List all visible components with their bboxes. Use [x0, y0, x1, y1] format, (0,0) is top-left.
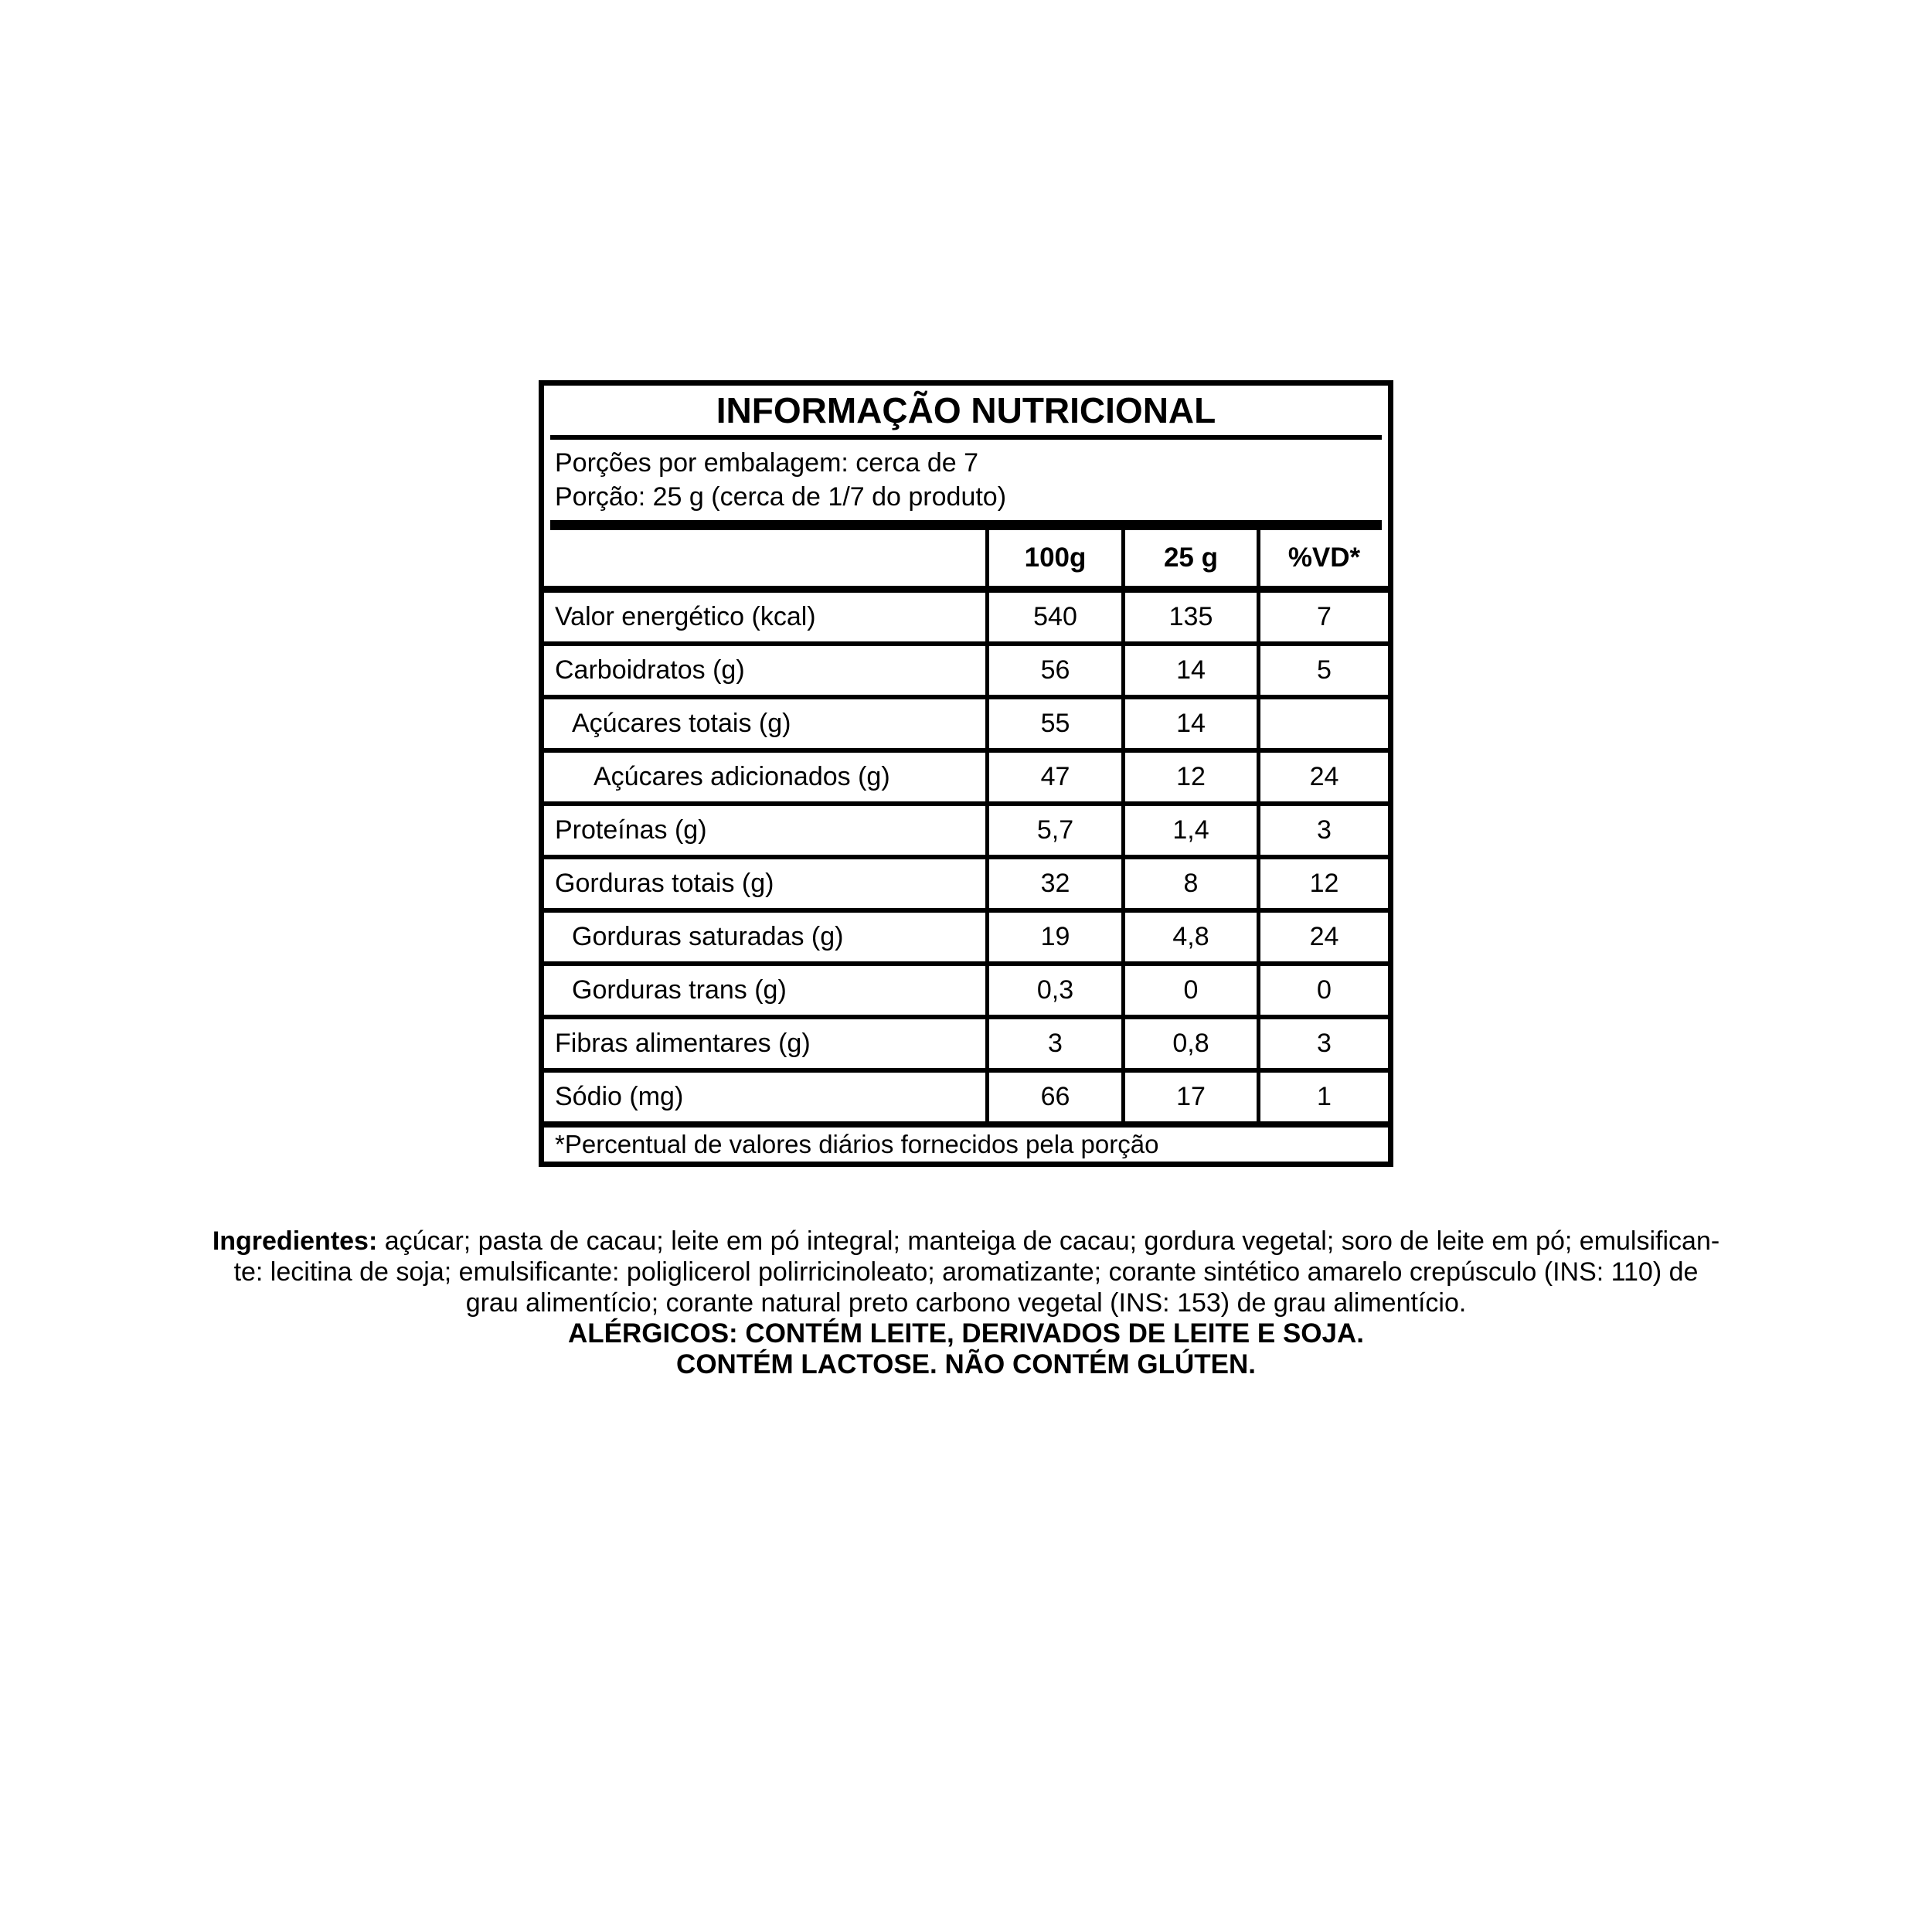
value-per-25g: 14 [1121, 699, 1257, 748]
value-per-100g: 47 [985, 753, 1121, 801]
table-row [544, 855, 1388, 908]
servings-per-package-line: Porções por embalagem: cerca de 7 [555, 448, 979, 478]
ingredients-label: Ingredientes: [212, 1226, 378, 1256]
value-per-100g: 540 [985, 593, 1121, 641]
value-per-100g: 32 [985, 859, 1121, 908]
nutrient-label: Fibras alimentares (g) [555, 1029, 811, 1058]
value-per-25g: 8 [1121, 859, 1257, 908]
value-per-100g: 3 [985, 1019, 1121, 1068]
value-percent-vd: 12 [1257, 859, 1388, 908]
value-percent-vd: 5 [1257, 646, 1388, 695]
ingredients-line-3: grau alimentício; corante natural preto carbono vegetal (INS: 153) de grau alimentício. [465, 1288, 1467, 1318]
value-per-100g: 0,3 [985, 966, 1121, 1015]
table-row [544, 1068, 1388, 1121]
value-percent-vd: 3 [1257, 1019, 1388, 1068]
value-percent-vd: 7 [1257, 593, 1388, 641]
nutrient-label: Carboidratos (g) [555, 655, 745, 685]
value-per-25g: 14 [1121, 646, 1257, 695]
value-per-25g: 17 [1121, 1073, 1257, 1121]
ingredients-line-1-text: açúcar; pasta de cacau; leite em pó integral; manteiga de cacau; gordura vegetal; soro de leite em pó; emulsifican- [377, 1226, 1720, 1256]
value-percent-vd: 24 [1257, 753, 1388, 801]
table-row [544, 695, 1388, 748]
table-row [544, 961, 1388, 1015]
table-row [544, 908, 1388, 961]
nutrient-label: Valor energético (kcal) [555, 602, 816, 631]
value-per-25g: 1,4 [1121, 806, 1257, 855]
nutrient-label: Açúcares adicionados (g) [594, 762, 890, 791]
table-row [544, 801, 1388, 855]
table-row [544, 1015, 1388, 1068]
table-title: INFORMAÇÃO NUTRICIONAL [716, 390, 1216, 430]
column-header-100g: 100g [985, 530, 1121, 586]
nutrient-label: Sódio (mg) [555, 1082, 684, 1111]
value-percent-vd [1257, 699, 1388, 748]
table-row [544, 593, 1388, 641]
column-header-percent-vd: %VD* [1257, 530, 1388, 586]
section-divider-bar [550, 520, 1382, 530]
nutrient-label: Gorduras totais (g) [555, 869, 774, 898]
column-header-25g: 25 g [1121, 530, 1257, 586]
portion-info [544, 440, 1388, 520]
value-per-25g: 12 [1121, 753, 1257, 801]
table-row [544, 748, 1388, 801]
value-percent-vd: 3 [1257, 806, 1388, 855]
ingredients-line-2: te: lecitina de soja; emulsificante: poliglicerol polirricinoleato; aromatizante; corante sintético amarelo crepúsculo (INS: 110) de [233, 1257, 1699, 1287]
daily-value-footnote: *Percentual de valores diários fornecidos pela porção [555, 1130, 1159, 1158]
column-header-empty [544, 530, 985, 586]
nutrition-facts-table [539, 380, 1393, 1167]
value-per-100g: 5,7 [985, 806, 1121, 855]
ingredients-line-1 [0, 1226, 1932, 1257]
portion-size-line: Porção: 25 g (cerca de 1/7 do produto) [555, 482, 1007, 512]
value-per-25g: 0 [1121, 966, 1257, 1015]
value-per-100g: 55 [985, 699, 1121, 748]
column-header-row [544, 530, 1388, 586]
value-percent-vd: 24 [1257, 913, 1388, 961]
nutrient-label: Proteínas (g) [555, 815, 707, 845]
footer-separator-rule [544, 1121, 1388, 1128]
lactose-gluten-statement: CONTÉM LACTOSE. NÃO CONTÉM GLÚTEN. [676, 1349, 1256, 1379]
nutrient-label: Açúcares totais (g) [572, 709, 791, 738]
value-per-25g: 4,8 [1121, 913, 1257, 961]
nutrient-label: Gorduras saturadas (g) [572, 922, 844, 951]
ingredients-section [0, 1226, 1932, 1380]
nutrient-rows [544, 593, 1388, 1121]
value-percent-vd: 0 [1257, 966, 1388, 1015]
nutrient-label: Gorduras trans (g) [572, 975, 787, 1005]
allergen-statement: ALÉRGICOS: CONTÉM LEITE, DERIVADOS DE LEITE E SOJA. [567, 1318, 1364, 1349]
value-per-100g: 19 [985, 913, 1121, 961]
table-row [544, 641, 1388, 695]
value-per-100g: 56 [985, 646, 1121, 695]
header-separator-rule [544, 586, 1388, 593]
value-percent-vd: 1 [1257, 1073, 1388, 1121]
value-per-25g: 0,8 [1121, 1019, 1257, 1068]
value-per-25g: 135 [1121, 593, 1257, 641]
value-per-100g: 66 [985, 1073, 1121, 1121]
